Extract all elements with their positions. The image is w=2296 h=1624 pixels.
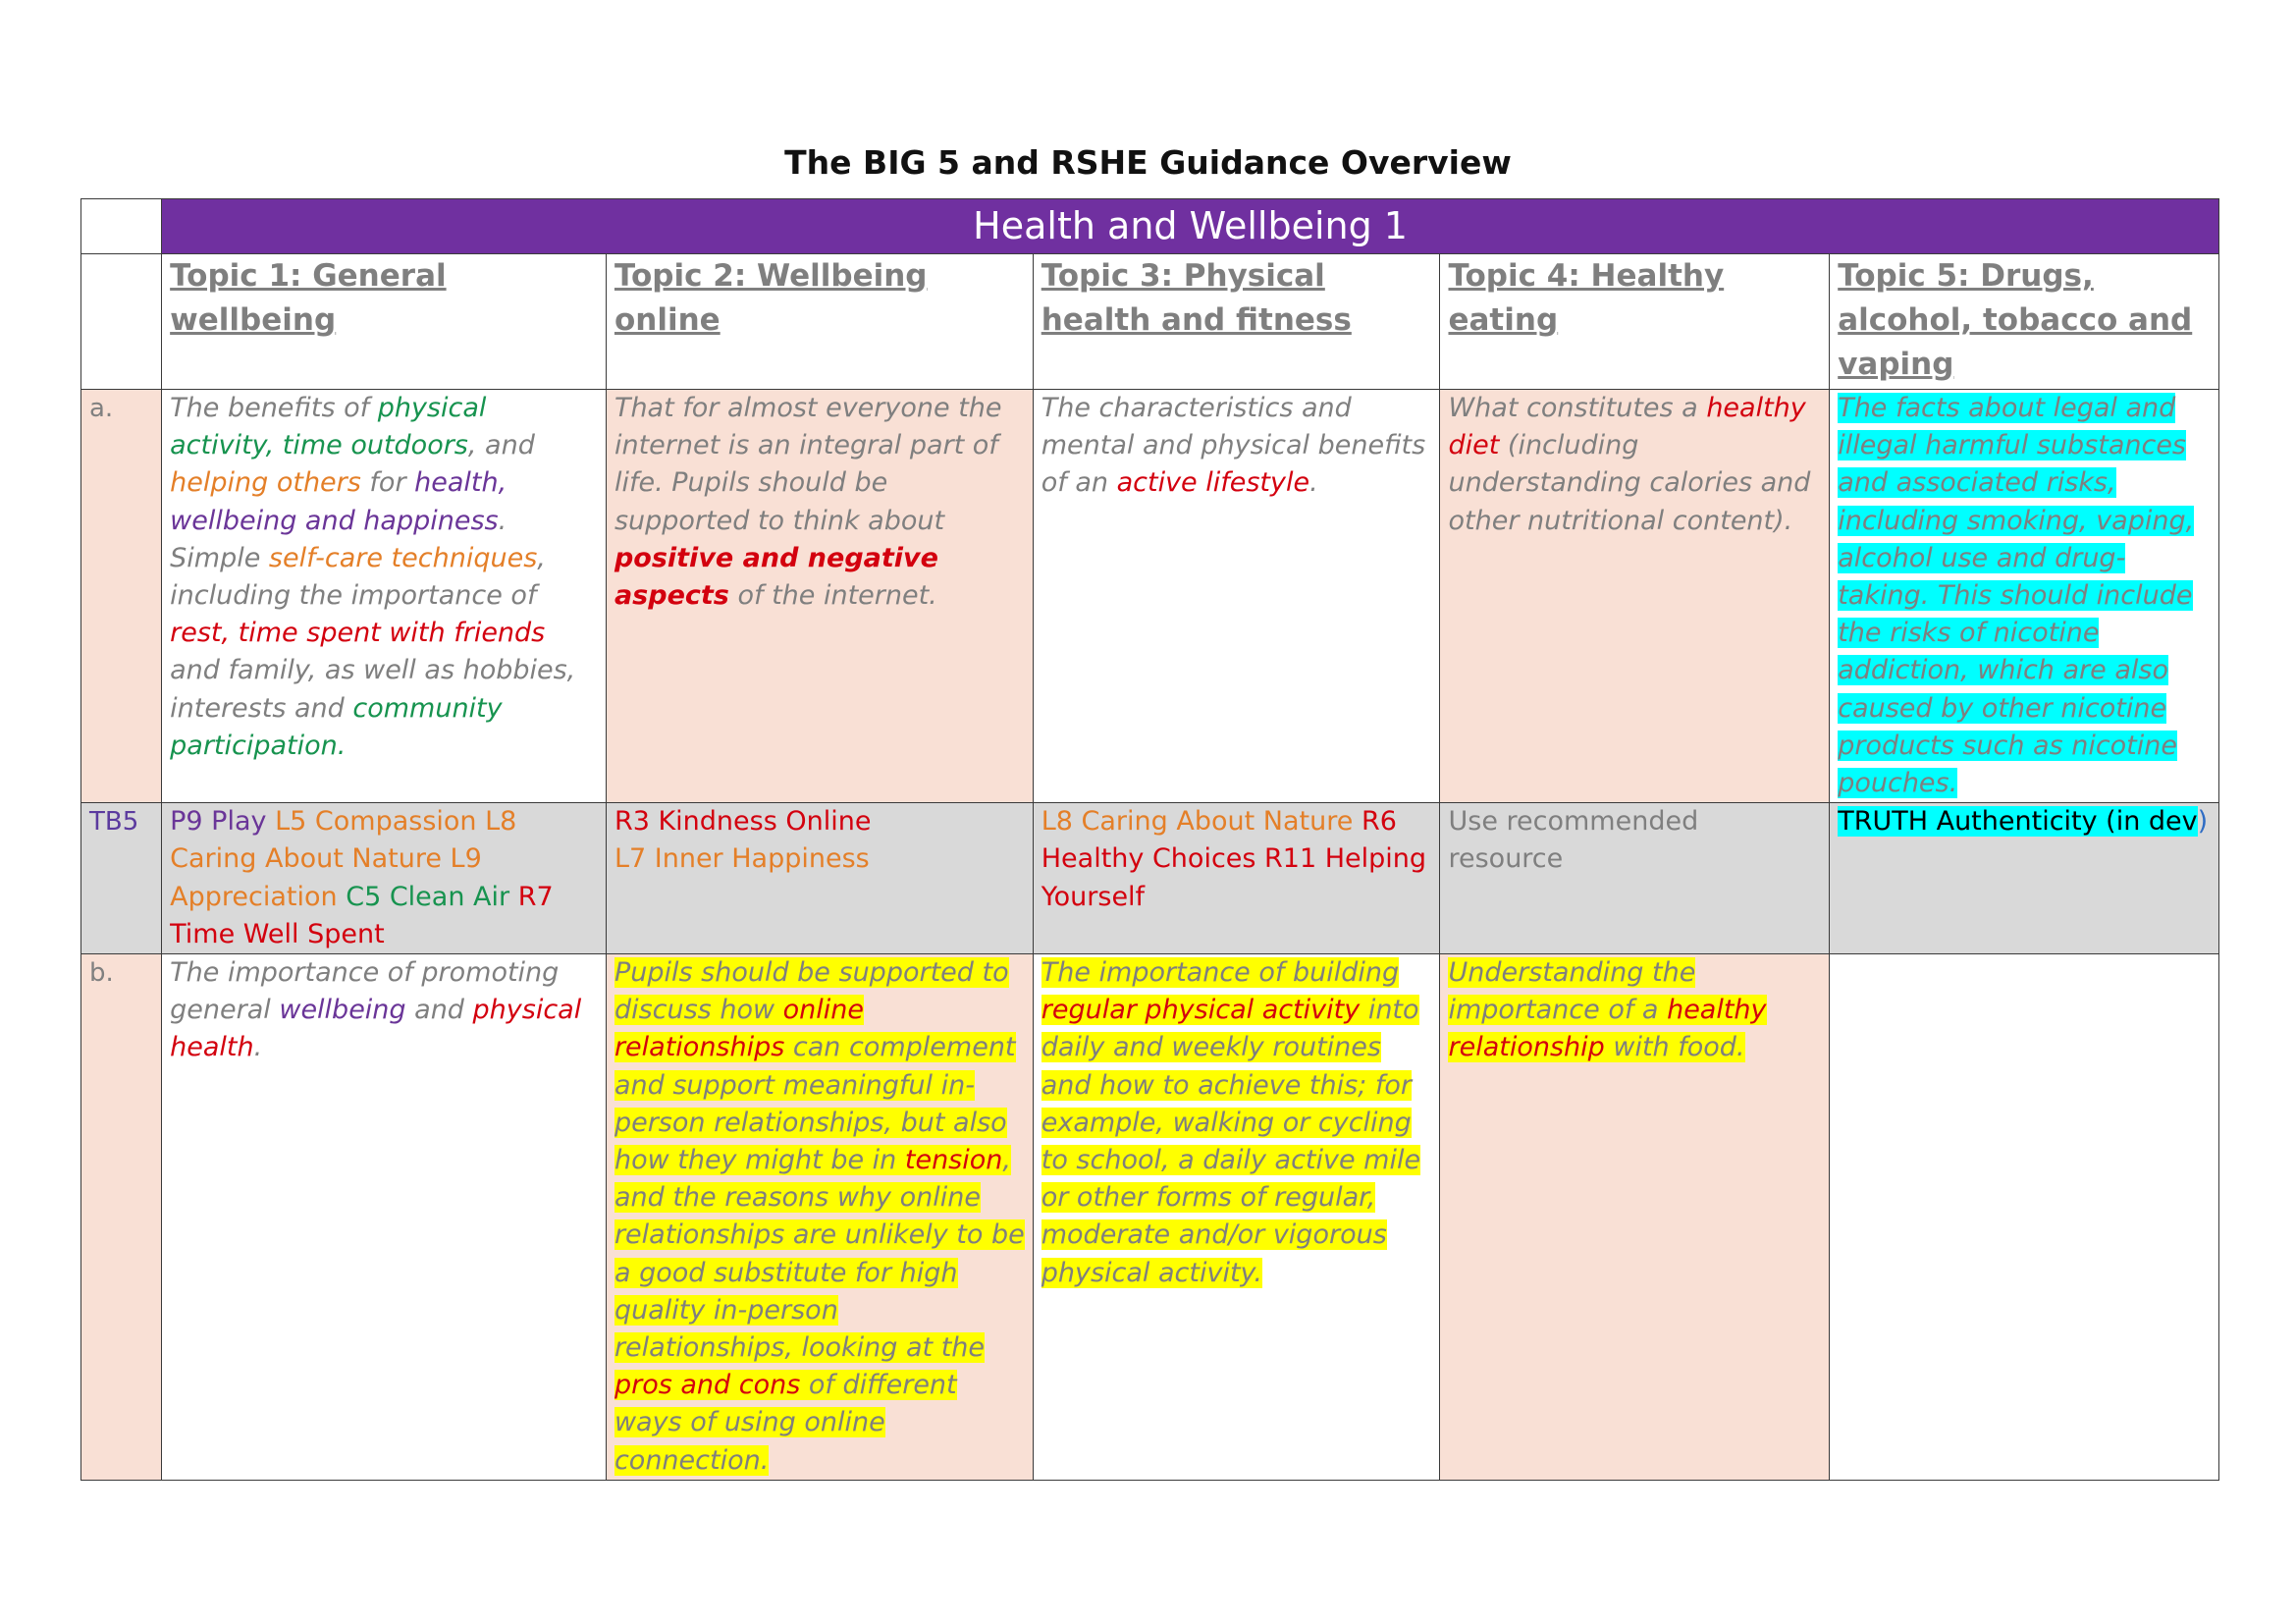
row-tb5-label: TB5 [81, 803, 162, 954]
row-tb5-topic-2: R3 Kindness Online L7 Inner Happiness [606, 803, 1033, 954]
row-b-topic-3: The importance of building regular physical activity into daily and weekly routines and how to achieve this; for example, walking or cycling to school, a daily active mile or other forms of regular, moderate and/or vigorous physical activity. [1033, 954, 1440, 1481]
header-label-cell [81, 254, 162, 390]
row-tb5-topic-5: TRUTH Authenticity (in dev) [1830, 803, 2219, 954]
banner-row [81, 199, 2219, 254]
row-b-topic-1: The importance of promoting general wellbeing and physical health. [162, 954, 607, 1481]
row-a-topic-4: What constitutes a healthy diet (including understanding calories and other nutritional content). [1440, 390, 1830, 803]
topic-3-heading: Topic 3: Physical health and fitness [1033, 254, 1440, 390]
corner-cell [81, 199, 162, 254]
row-tb5-topic-1: P9 Play L5 Compassion L8 Caring About Nature L9 Appreciation C5 Clean Air R7 Time Well Spent [162, 803, 607, 954]
row-tb5 [81, 803, 2219, 954]
row-a [81, 390, 2219, 803]
row-a-label: a. [81, 390, 162, 803]
section-banner: Health and Wellbeing 1 [162, 199, 2219, 254]
row-a-topic-1: The benefits of physical activity, time outdoors, and helping others for health, wellbeing and happiness. Simple self-care techniques, including the importance of rest, time spent with friends and family, as well as hobbies, interests and community participation. [162, 390, 607, 803]
topic-1-heading: Topic 1: General wellbeing [162, 254, 607, 390]
document-title: The BIG 5 and RSHE Guidance Overview [784, 143, 1512, 182]
row-b [81, 954, 2219, 1481]
topic-header-row [81, 254, 2219, 390]
row-a-topic-3: The characteristics and mental and physical benefits of an active lifestyle. [1033, 390, 1440, 803]
row-b-topic-2: Pupils should be supported to discuss how online relationships can complement and support meaningful in-person relationships, but also how they might be in tension, and the reasons why online relationships are unlikely to be a good substitute for high quality in-person relationships, looking at the pros and cons of different ways of using online connection. [606, 954, 1033, 1481]
row-b-topic-5 [1830, 954, 2219, 1481]
row-a-topic-5: The facts about legal and illegal harmful substances and associated risks, including smoking, vaping, alcohol use and drug-taking. This should include the risks of nicotine addiction, which are also caused by other nicotine products such as nicotine pouches. [1830, 390, 2219, 803]
overview-table [80, 198, 2219, 1481]
topic-2-heading: Topic 2: Wellbeing online [606, 254, 1033, 390]
row-tb5-topic-3: L8 Caring About Nature R6 Healthy Choices R11 Helping Yourself [1033, 803, 1440, 954]
row-b-label: b. [81, 954, 162, 1481]
topic-5-heading: Topic 5: Drugs, alcohol, tobacco and vaping [1830, 254, 2219, 390]
row-a-topic-2: That for almost everyone the internet is an integral part of life. Pupils should be supported to think about positive and negative aspects of the internet. [606, 390, 1033, 803]
topic-4-heading: Topic 4: Healthy eating [1440, 254, 1830, 390]
row-tb5-topic-4: Use recommended resource [1440, 803, 1830, 954]
row-b-topic-4: Understanding the importance of a healthy relationship with food. [1440, 954, 1830, 1481]
